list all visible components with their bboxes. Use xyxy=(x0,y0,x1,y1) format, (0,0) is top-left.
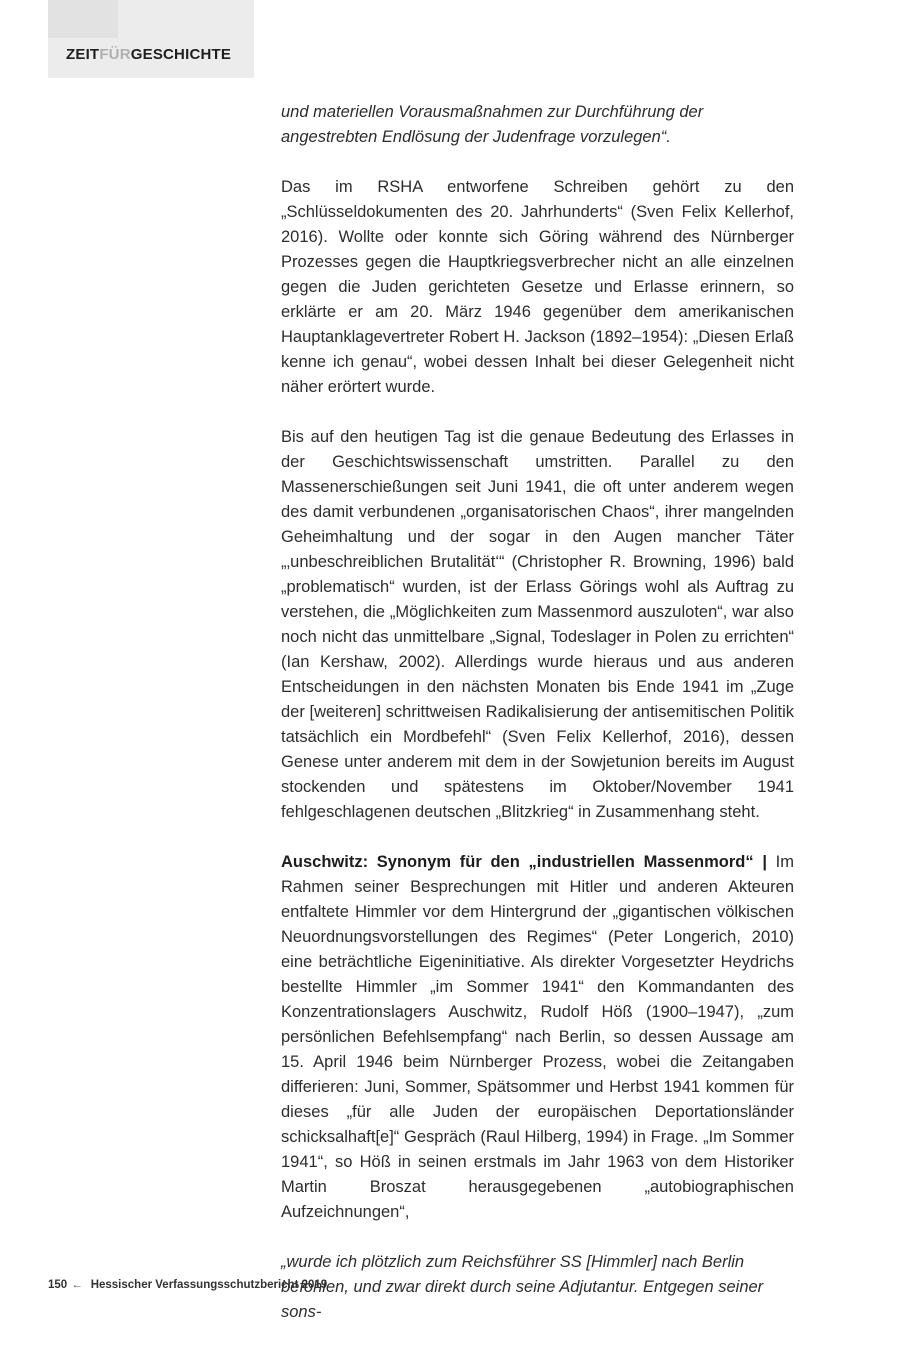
header-accent-block xyxy=(48,0,118,38)
paragraph-rsha-letter: Das im RSHA entworfene Schreiben gehört zu den „Schlüsseldokumenten des 20. Jahrhunderts“ (Sven Felix Kellerhof, 2016). Wollte oder konnte sich Göring während des Nürnberger Prozesses gegen die Hauptkriegsverbrecher nicht an alle einzelnen gegen die Juden gerichteten Gesetze und Erlasse erinnern, so erklärte er am 20. März 1946 gegenüber dem amerikanischen Hauptanklagevertreter Robert H. Jackson (1892–1954): „Diesen Erlaß kenne ich genau“, wobei dessen Inhalt bei dieser Gelegenheit nicht näher erörtert wurde. xyxy=(281,178,794,396)
paragraph-decree-meaning: Bis auf den heutigen Tag ist die genaue Bedeutung des Erlasses in der Geschichtswissenschaft umstritten. Parallel zu den Massenerschießungen seit Juni 1941, die oft unter anderem wegen des damit verbundenen „organisatorischen Chaos“, ihrer mangelnden Geheimhaltung und der sogar in den Augen mancher Täter „‚unbeschreiblichen Brutalität‘“ (Christopher R. Browning, 1996) bald „problematisch“ wurden, ist der Erlass Görings wohl als Auftrag zu verstehen, die „Möglichkeiten zum Massenmord auszuloten“, war also noch nicht das unmittelbare „Signal, Todeslager in Polen zu errichten“ (Ian Kershaw, 2002). Allerdings wurde hieraus und aus anderen Entscheidungen in den nächsten Monaten bis Ende 1941 im „Zuge der [weiteren] schrittweisen Radikalisierung der antisemitischen Politik tatsächlich ein Mordbefehl“ (Sven Felix Kellerhof, 2016), dessen Genese unter anderem mit dem in der Sowjetunion bereits im August stockenden und spätestens im Oktober/November 1941 fehlgeschlagenen deutschen „Blitzkrieg“ in Zusammenhang steht. xyxy=(281,428,794,821)
section-title-part-fuer: FÜR xyxy=(99,46,131,63)
paragraph-auschwitz xyxy=(281,850,794,1225)
quote-continuation: und materiellen Vorausmaßnahmen zur Durchführung der angestrebten Endlösung der Judenfrage vorzulegen“. xyxy=(281,103,704,146)
auschwitz-body: Im Rahmen seiner Besprechungen mit Hitler und anderen Akteuren entfaltete Himmler vor dem Hintergrund der „gigantischen völkischen Neuordnungsvorstellungen des Regimes“ (Peter Longerich, 2010) eine beträchtliche Eigeninitiative. Als direkter Vorgesetzter Heydrichs bestellte Himmler „im Sommer 1941“ den Kommandanten des Konzentrationslagers Auschwitz, Rudolf Höß (1900–1947), „zum persönlichen Befehlsempfang“ nach Berlin, so dessen Aussage am 15. April 1946 beim Nürnberger Prozess, wobei die Zeitangaben differieren: Juni, Sommer, Spätsommer und Herbst 1941 kommen für dieses „für alle Juden der europäischen Deportationsländer schicksalhaft[e]“ Gespräch (Raul Hilberg, 1994) in Frage. „Im Sommer 1941“, so Höß in seinen erstmals im Jahr 1963 von dem Historiker Martin Broszat herausgegebenen „autobiographischen Aufzeichnungen“, xyxy=(281,853,794,1221)
publication-title: Hessischer Verfassungsschutzbericht 2019 xyxy=(90,1279,328,1291)
auschwitz-subheading: Auschwitz: Synonym für den „industriellen Massenmord“ | xyxy=(281,853,767,871)
page-number: 150 xyxy=(48,1279,68,1291)
page-footer xyxy=(48,1279,327,1291)
section-title xyxy=(66,46,231,63)
section-title-part-geschichte: GESCHICHTE xyxy=(130,46,232,63)
body-text xyxy=(281,100,794,1350)
arrow-left-icon: ← xyxy=(71,1279,83,1291)
section-title-part-zeit: ZEIT xyxy=(66,46,100,63)
quote-hoess: „wurde ich plötzlich zum Reichsführer SS [Himmler] nach Berlin befohlen, und zwar direkt durch seine Adjutantur. Entgegen seiner sons- xyxy=(281,1253,764,1321)
